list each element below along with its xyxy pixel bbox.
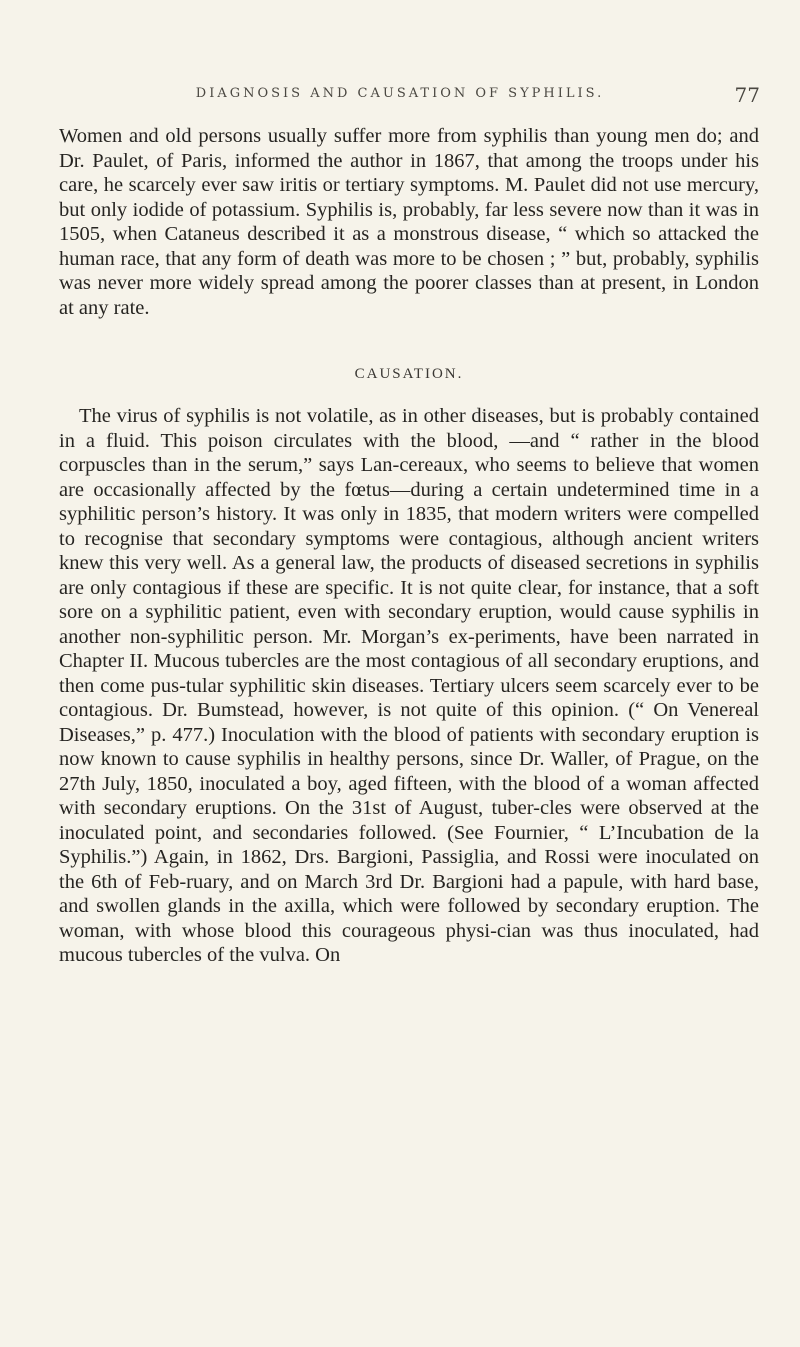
running-head <box>40 83 760 108</box>
section-heading-causation: CAUSATION. <box>354 366 464 382</box>
running-head-title: DIAGNOSIS AND CAUSATION OF SYPHILIS. <box>195 86 605 101</box>
page-number: 77 <box>734 83 760 107</box>
paragraph-virus: The virus of syphilis is not volatile, as in other diseases, but is probably contained in a fluid. This poison circulates with the blood, —and “ rather in the blood corpuscles than in the serum,” says Lan-cereaux, who seems to believe that women are occasionally affected by the fœtus—during a certain undetermined time in a syphilitic person’s history. It was only in 1835, that modern writers were compelled to recognise that secondary symptoms were contagious, although ancient writers knew this very well. As a general law, the products of diseased secretions in syphilis are only contagious if these are specific. It is not quite clear, for instance, that a soft sore on a syphilitic patient, even with secondary eruption, would cause syphilis in another non-syphilitic person. Mr. Morgan’s ex-periments, have been narrated in Chapter II. Mucous tubercles are the most contagious of all secondary eruptions, and then come pus-tular syphilitic skin diseases. Tertiary ulcers seem scarcely ever to be contagious. Dr. Bumstead, however, is not quite of this opinion. (“ On Venereal Diseases,” p. 477.) Inoculation with the blood of patients with secondary eruption is now known to cause syphilis in healthy persons, since Dr. Waller, of Prague, on the 27th July, 1850, inoculated a boy, aged fifteen, with the blood of a woman affected with secondary eruptions. On the 31st of August, tuber-cles were observed at the inoculated point, and secondaries followed. (See Fournier, “ L’Incubation de la Syphilis.”) Again, in 1862, Drs. Bargioni, Passiglia, and Rossi were inoculated on the 6th of Feb-ruary, and on March 3rd Dr. Bargioni had a papule, with hard base, and swollen glands in the axilla, which were followed by secondary eruption. The woman, with whose blood this courageous physi-cian was thus inoculated, had mucous tubercles of the vulva. On <box>59 405 759 966</box>
paragraph-severity: Women and old persons usually suffer more from syphilis than young men do; and Dr. Paulet, of Paris, informed the author in 1867, that among the troops under his care, he scarcely ever saw iritis or tertiary symptoms. M. Paulet did not use mercury, but only iodide of potassium. Syphilis is, probably, far less severe now than it was in 1505, when Cataneus described it as a monstrous disease, “ which so attacked the human race, that any form of death was more to be chosen ; ” but, probably, syphilis was never more widely spread among the poorer classes than at present, in London at any rate. <box>59 125 759 319</box>
